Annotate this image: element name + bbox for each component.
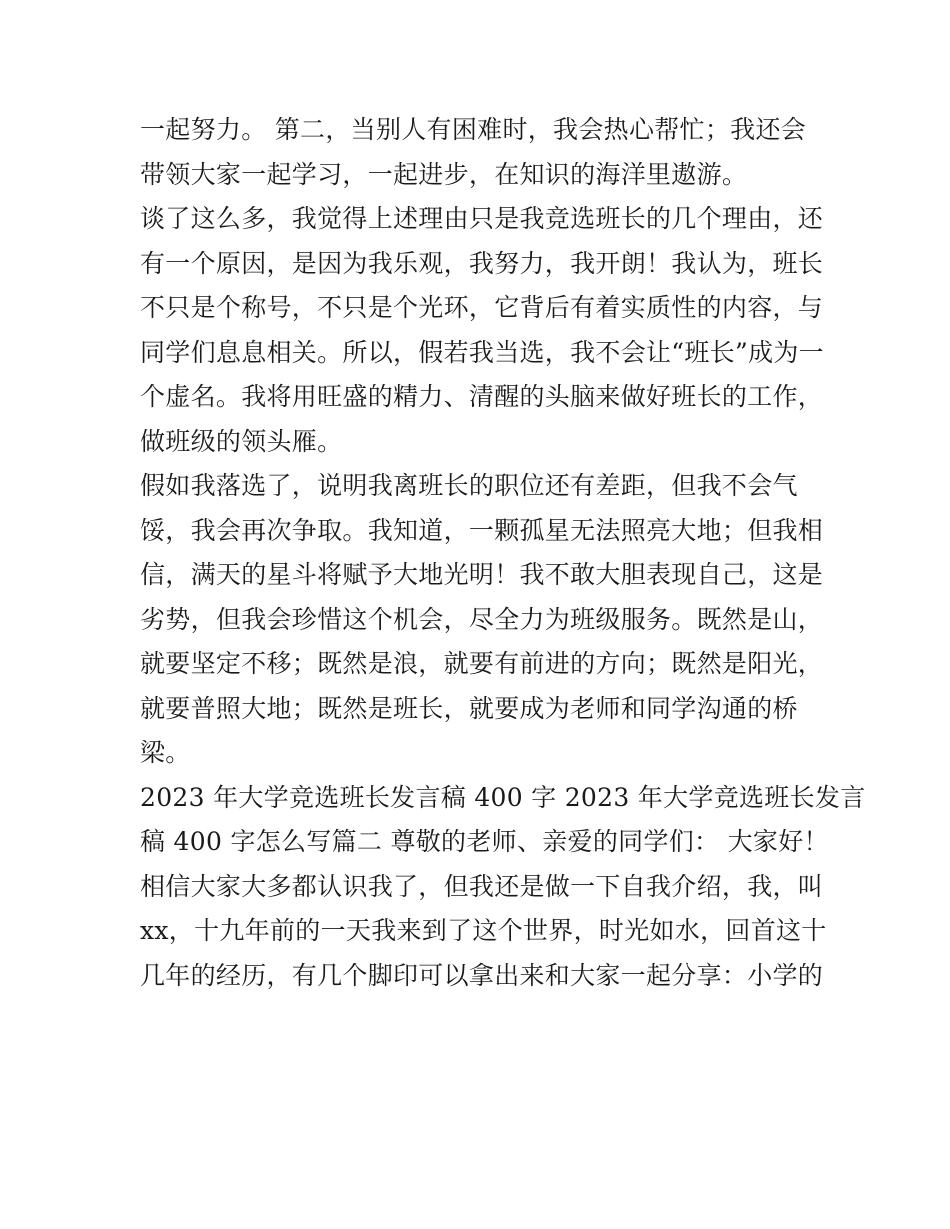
text-line: 梁。 [140, 738, 191, 767]
text-line: 2023 年大学竞选班长发言稿 400 字 2023 年大学竞选班长发言 [140, 782, 866, 812]
text-line: 劣势，但我会珍惜这个机会，尽全力为班级服务。既然是山， [140, 604, 824, 634]
text-line: 信，满天的星斗将赋予大地光明！我不敢大胆表现自己，这是 [140, 560, 824, 589]
body-text [140, 108, 866, 998]
text-line: 就要坚定不移；既然是浪，就要有前进的方向；既然是阳光， [140, 649, 824, 678]
text-line: 一起努力。 第二，当别人有困难时，我会热心帮忙；我还会 [140, 115, 807, 144]
text-line: 有一个原因，是因为我乐观，我努力，我开朗！我认为，班长 [140, 248, 824, 278]
text-line: 稿 400 字怎么写篇二 尊敬的老师、亲爱的同学们： 大家好！ [140, 827, 829, 856]
text-line: xx，十九年前的一天我来到了这个世界，时光如水，回首这十 [140, 916, 827, 945]
text-line: 相信大家大多都认识我了，但我还是做一下自我介绍，我，叫 [140, 871, 824, 901]
text-line: 同学们息息相关。所以，假若我当选，我不会让“班长”成为一 [140, 337, 824, 367]
text-line: 几年的经历，有几个脚印可以拿出来和大家一起分享：小学的 [140, 960, 824, 990]
text-line: 带领大家一起学习，一起进步，在知识的海洋里遨游。 [140, 159, 748, 189]
text-line: 谈了这么多，我觉得上述理由只是我竞选班长的几个理由，还 [140, 204, 824, 233]
text-line: 假如我落选了，说明我离班长的职位还有差距，但我不会气 [140, 471, 798, 500]
text-line: 个虚名。我将用旺盛的精力、清醒的头脑来做好班长的工作， [140, 382, 824, 411]
text-line: 馁，我会再次争取。我知道，一颗孤星无法照亮大地；但我相 [140, 515, 824, 545]
text-line: 不只是个称号，不只是个光环，它背后有着实质性的内容，与 [140, 293, 824, 322]
text-line: 做班级的领头雁。 [140, 426, 343, 456]
text-line: 就要普照大地；既然是班长，就要成为老师和同学沟通的桥 [140, 693, 798, 723]
